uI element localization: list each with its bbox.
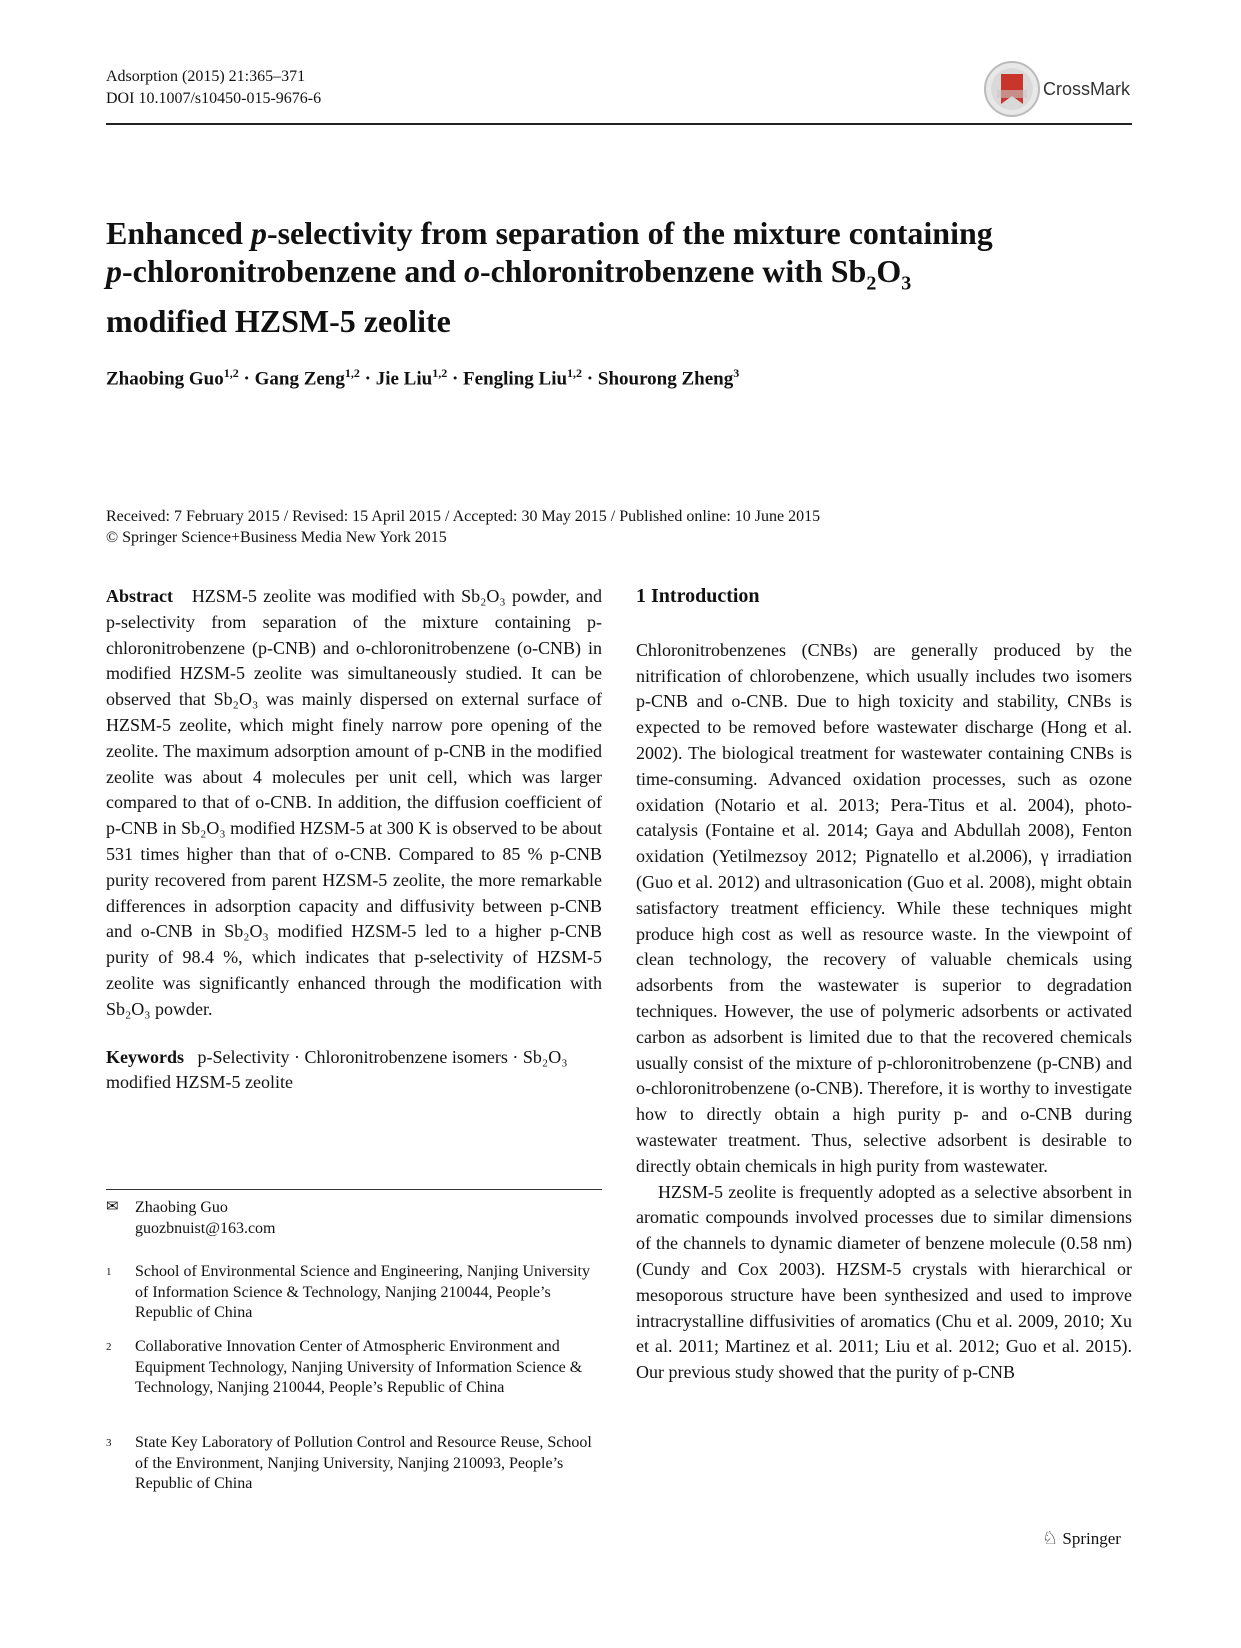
crossmark-label: CrossMark xyxy=(1043,79,1131,99)
crossmark-icon xyxy=(983,60,1041,118)
abstract-label: Abstract xyxy=(106,586,173,606)
keywords xyxy=(106,1045,602,1097)
crossmark-badge[interactable] xyxy=(983,60,1143,120)
footnote-rule xyxy=(106,1189,602,1190)
correspondence xyxy=(106,1198,602,1239)
envelope-icon: ✉ xyxy=(106,1199,119,1215)
author-name[interactable]: Gang Zeng xyxy=(254,368,345,390)
keywords-label: Keywords xyxy=(106,1046,184,1067)
abstract-text: HZSM-5 zeolite was modified with Sb₂O₃ powder, and p-selectivity from separation of the mixture containing p-chloronitrobenzene (p-CNB) and o-chloronitrobenzene (o-CNB) in modified HZSM-5 zeolite was simultaneously studied. It can be observed that Sb₂O₃ was mainly dispersed on external surface of HZSM-5 zeolite, which might finely narrow pore opening of the zeolite. The maximum adsorption amount of p-CNB in the modified zeolite was about 4 molecules per unit cell, which was larger compared to that of o-CNB. In addition, the diffusion coefficient of p-CNB in Sb₂O₃ modified HZSM-5 at 300 K is observed to be about 531 times higher than that of o-CNB. Compared to 85 % p-CNB purity recovered from parent HZSM-5 zeolite, the more remarkable differences in adsorption capacity and diffusivity between p-CNB and o-CNB in Sb₂O₃ modified HZSM-5 led to a higher p-CNB purity of 98.4 %, which indicates that p-selectivity of HZSM-5 zeolite was significantly enhanced through the modification with Sb₂O₃ powder. xyxy=(106,586,602,1019)
journal-citation: Adsorption (2015) 21:365–371 xyxy=(106,68,306,85)
intro-paragraph-1: Chloronitrobenzenes (CNBs) are generally produced by the nitrification of chlorobenzene, which usually includes two isomers p-CNB and o-CNB. Due to high toxicity and stability, CNBs is expected to be removed before wastewater discharge (Hong et al. 2002). The biological treatment for wastewater containing CNBs is time-consuming. Advanced oxidation processes, such as ozone oxidation (Notario et al. 2013; Pera-Titus et al. 2004), photo-catalysis (Fontaine et al. 2014; Gaya and Abdullah 2008), Fenton oxidation (Yetilmezsoy 2012; Pignatello et al.2006), γ irradiation (Guo et al. 2012) and ultrasonication (Guo et al. 2008), might obtain satisfactory treatment efficiency. While these techniques might produce high cost as well as resource waste. In the viewpoint of clean technology, the recovery of valuable chemicals using adsorbents from the wastewater is superior to degradation techniques. However, the use of polymeric adsorbents or activated carbon as adsorbent is limited due to that the recovered chemicals usually consist of the mixture of p-chloronitrobenzene (p-CNB) and o-chloronitrobenzene (o-CNB). Therefore, it is worthy to investigate how to directly obtain a high purity p- and o-CNB during wastewater treatment. Thus, selective adsorbent is desirable to directly obtain chemicals in high purity from wastewater. xyxy=(636,639,1132,1176)
header-rule xyxy=(106,123,1132,125)
publication-dates xyxy=(106,506,820,548)
dates-line: Received: 7 February 2015 / Revised: 15 April 2015 / Accepted: 30 May 2015 / Published online: 10 June 2015 xyxy=(106,508,821,525)
springer-horse-icon: ♘ xyxy=(1042,1528,1059,1548)
section-heading: 1 Introduction xyxy=(636,585,760,607)
correspondence-email[interactable]: guozbnuist@163.com xyxy=(135,1219,276,1237)
correspondence-name: Zhaobing Guo xyxy=(135,1199,228,1216)
affiliation-1: 1 School of Environmental Science and Engineering, Nanjing University of Information Science & Technology, Nanjing 210044, People’s Republic of China xyxy=(106,1263,590,1321)
left-column xyxy=(106,584,602,1096)
affiliation-3: 3 State Key Laboratory of Pollution Control and Resource Reuse, School of the Environment, Nanjing University, Nanjing 210093, People’s Republic of China xyxy=(106,1434,592,1492)
author-list: Zhaobing Guo$^{1,2}$ · Gang Zeng$^{1,2}$ · Jie Liu$^{1,2}$ · Fengling Liu$^{1,2}$ · Shourong Zheng$^3$ xyxy=(106,366,740,390)
author-name[interactable]: Jie Liu xyxy=(375,368,433,390)
intro-paragraph-2: HZSM-5 zeolite is frequently adopted as a selective absorbent in aromatic compounds involved processes due to similar dimensions of the channels to dynamic diameter of benzene molecule (0.58 nm) (Cundy and Cox 2003). HZSM-5 crystals with hierarchical or mesoporous structure have been synthesized and used to improve intracrystalline diffusivities of aromatics (Chu et al. 2009, 2010; Xu et al. 2011; Martinez et al. 2011; Liu et al. 2012; Guo et al. 2015). Our previous study showed that the purity of p-CNB xyxy=(636,1181,1132,1383)
author-name[interactable]: Fengling Liu xyxy=(463,368,568,390)
doi[interactable]: DOI 10.1007/s10450-015-9676-6 xyxy=(106,90,322,107)
copyright-line: © Springer Science+Business Media New York 2015 xyxy=(106,529,447,546)
affiliation-2: 2 Collaborative Innovation Center of Atmospheric Environment and Equipment Technology, Nanjing University of Information Science & Technology, Nanjing 210044, People’s Republic of China xyxy=(106,1338,583,1396)
springer-label: Springer xyxy=(1062,1529,1121,1548)
journal-header xyxy=(106,66,321,110)
author-name[interactable]: Shourong Zheng xyxy=(597,368,734,390)
right-column xyxy=(636,584,1132,1386)
paper-title: Enhanced p-selectivity from separation of the mixture containing p-chloronitrobenzene and o-chloronitrobenzene with $Sb_2O_3$ modified HZSM-5 zeolite xyxy=(106,215,993,340)
abstract xyxy=(106,584,602,1023)
springer-logo xyxy=(1042,1528,1121,1549)
author-name[interactable]: Zhaobing Guo xyxy=(106,368,224,390)
keywords-text: p-Selectivity · Chloronitrobenzene isomers · Sb₂O₃ modified HZSM-5 zeolite xyxy=(106,1046,568,1093)
